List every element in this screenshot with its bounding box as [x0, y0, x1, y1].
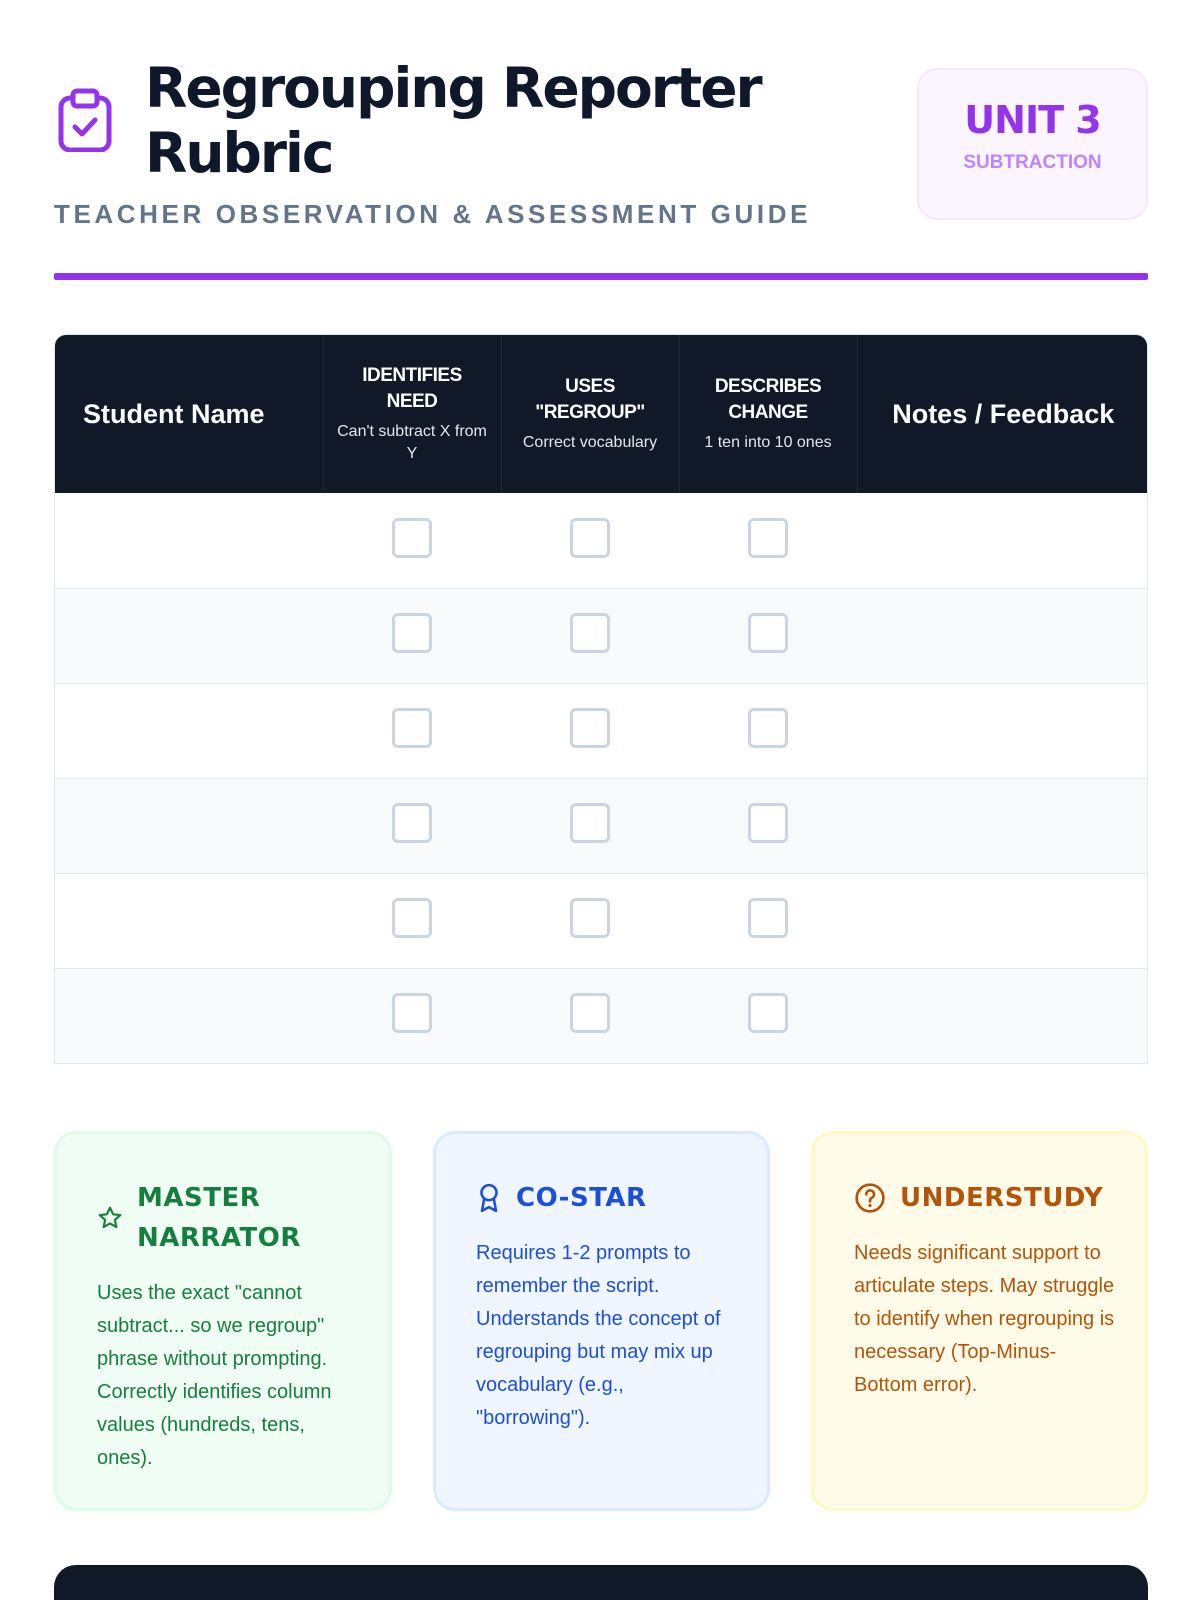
header — [54, 56, 1148, 229]
clipboard-check-icon — [58, 88, 112, 152]
page-subtitle: TEACHER OBSERVATION & ASSESSMENT GUIDE — [54, 199, 812, 229]
level-card-header — [854, 1178, 1103, 1218]
level-card-title: CO-STAR — [516, 1183, 647, 1213]
criterion-checkbox[interactable] — [392, 898, 432, 938]
criterion-checkbox[interactable] — [748, 708, 788, 748]
help-circle-icon — [854, 1182, 886, 1214]
criterion-checkbox[interactable] — [570, 993, 610, 1033]
footer-bar — [54, 1565, 1148, 1600]
header-divider — [54, 273, 1148, 280]
table-row — [55, 968, 1148, 1063]
unit-badge — [917, 68, 1148, 220]
criterion-checkbox[interactable] — [570, 708, 610, 748]
criterion-checkbox[interactable] — [392, 518, 432, 558]
table-header-row — [55, 335, 1148, 493]
table-row — [55, 778, 1148, 873]
criterion-checkbox[interactable] — [748, 803, 788, 843]
level-card-description: Needs significant support to articulate steps. May struggle to identify when regrouping is necessary (Top-Minus-Bottom error). — [854, 1242, 1115, 1396]
criterion-header — [679, 335, 857, 493]
notes-cell[interactable] — [857, 588, 1148, 683]
level-card-header — [476, 1178, 647, 1218]
student-name-cell[interactable] — [55, 588, 323, 683]
level-card-title: UNDERSTUDY — [900, 1183, 1104, 1213]
criterion-header — [501, 335, 679, 493]
student-name-cell[interactable] — [55, 493, 323, 588]
level-card-understudy — [811, 1131, 1148, 1511]
student-name-header: Student Name — [55, 335, 323, 493]
level-card-header — [97, 1178, 307, 1258]
criterion-checkbox[interactable] — [570, 518, 610, 558]
notes-cell[interactable] — [857, 778, 1148, 873]
unit-subtitle: SUBTRACTION — [963, 152, 1102, 173]
level-card-master-narrator — [54, 1131, 392, 1511]
rubric-table — [54, 334, 1148, 1064]
criterion-checkbox[interactable] — [392, 613, 432, 653]
notes-cell[interactable] — [857, 873, 1148, 968]
criterion-checkbox[interactable] — [748, 993, 788, 1033]
star-icon — [97, 1205, 123, 1231]
criterion-checkbox[interactable] — [748, 898, 788, 938]
student-name-cell[interactable] — [55, 873, 323, 968]
criterion-title: IDENTIFIES NEED — [362, 365, 462, 412]
criterion-checkbox[interactable] — [570, 898, 610, 938]
student-name-cell[interactable] — [55, 968, 323, 1063]
criterion-title: USES "REGROUP" — [535, 376, 645, 423]
student-name-cell[interactable] — [55, 778, 323, 873]
notes-cell[interactable] — [857, 968, 1148, 1063]
level-card-title: MASTER NARRATOR — [137, 1183, 301, 1253]
criterion-checkbox[interactable] — [392, 993, 432, 1033]
criterion-title: DESCRIBES CHANGE — [714, 376, 822, 423]
level-card-description: Uses the exact "cannot subtract... so we regroup" phrase without prompting. Correctly identifies column values (hundreds, tens, ones). — [97, 1282, 332, 1469]
criterion-checkbox[interactable] — [392, 708, 432, 748]
criterion-checkbox[interactable] — [570, 803, 610, 843]
criterion-description: Can't subtract X from Y — [337, 423, 487, 462]
table-row — [55, 683, 1148, 778]
notes-cell[interactable] — [857, 683, 1148, 778]
criterion-description: 1 ten into 10 ones — [704, 434, 832, 451]
criterion-checkbox[interactable] — [748, 518, 788, 558]
table-row — [55, 588, 1148, 683]
level-card-description: Requires 1-2 prompts to remember the script. Understands the concept of regrouping but may mix up vocabulary (e.g., "borrowing"). — [476, 1242, 721, 1429]
notes-header: Notes / Feedback — [892, 399, 1115, 429]
criterion-checkbox[interactable] — [570, 613, 610, 653]
table-row — [55, 873, 1148, 968]
criterion-checkbox[interactable] — [392, 803, 432, 843]
criterion-checkbox[interactable] — [748, 613, 788, 653]
award-icon — [476, 1183, 502, 1213]
table-row — [55, 493, 1148, 588]
level-card-co-star — [433, 1131, 770, 1511]
criterion-header — [323, 335, 501, 493]
notes-cell[interactable] — [857, 493, 1148, 588]
unit-title: UNIT 3 — [964, 98, 1101, 142]
page-title: Regrouping Reporter Rubric — [145, 56, 761, 185]
student-name-cell[interactable] — [55, 683, 323, 778]
criterion-description: Correct vocabulary — [522, 434, 658, 451]
